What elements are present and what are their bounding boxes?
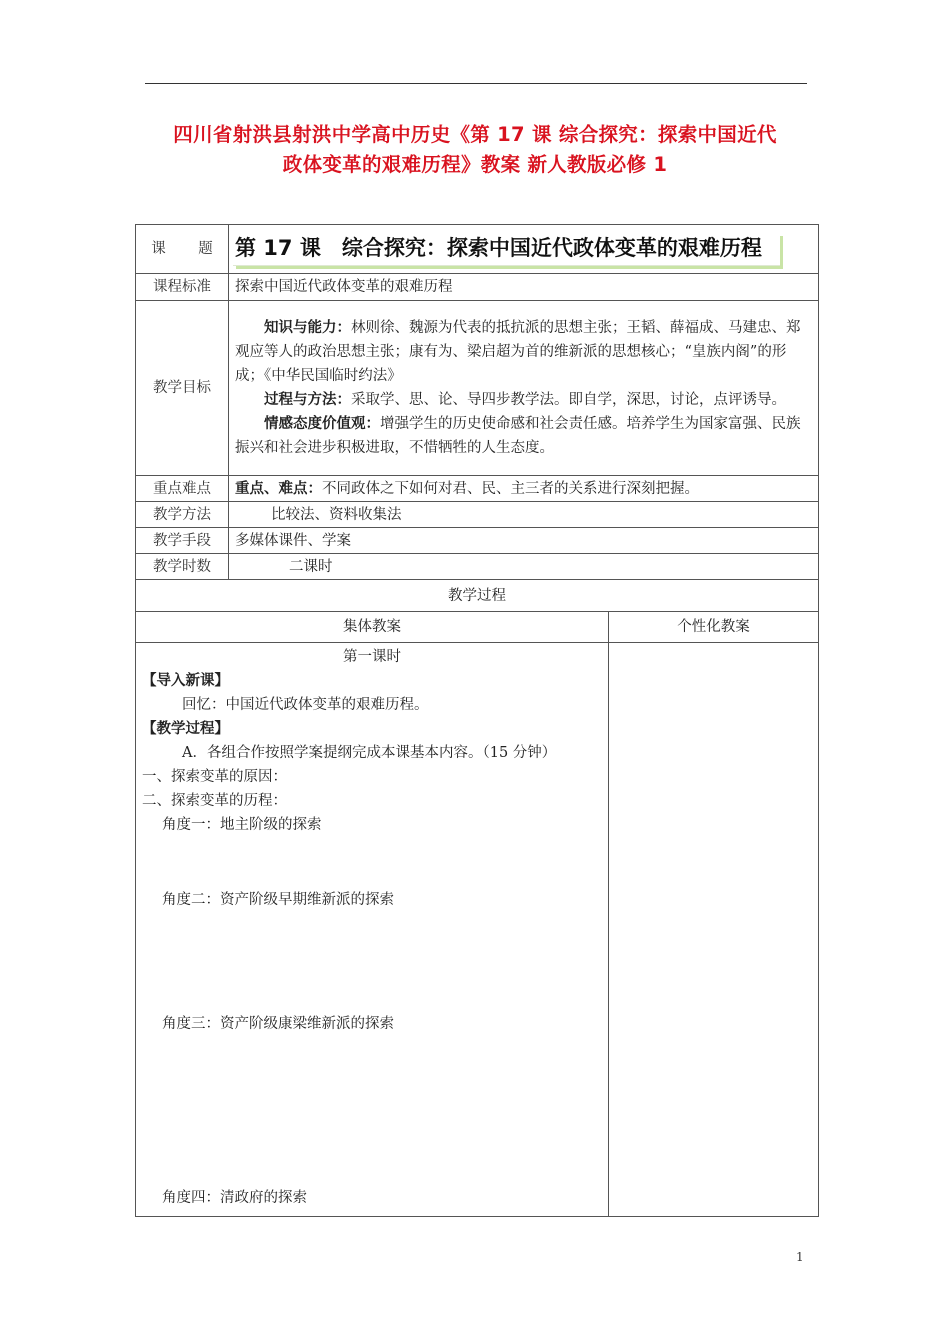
- process-heading: 【教学过程】: [142, 720, 229, 737]
- row-means: [136, 528, 819, 554]
- personal-plan-header: 个性化教案: [609, 612, 819, 643]
- row-goals: [136, 301, 819, 476]
- topic-label: 课 题: [136, 225, 229, 274]
- goal-process-text: 采取学、思、论、导四步教学法。即自学，深思，讨论，点评诱导。: [351, 392, 786, 408]
- topic-cell: [229, 225, 819, 274]
- row-hours: [136, 554, 819, 580]
- row-method: [136, 502, 819, 528]
- row-process-body: [136, 643, 819, 1217]
- goal-attitude: [235, 412, 812, 460]
- document-title: [120, 120, 830, 180]
- goal-process-head: 过程与方法：: [264, 391, 351, 408]
- row-process-header: [136, 580, 819, 612]
- page-number: 1: [796, 1250, 804, 1264]
- step-a: A．各组合作按照学案提纲完成本课基本内容。（15 分钟）: [182, 745, 557, 761]
- key-label: 重点难点: [136, 476, 229, 502]
- section-reasons: 一、探索变革的原因：: [142, 769, 287, 785]
- hours-label: 教学时数: [136, 554, 229, 580]
- goals-label: 教学目标: [136, 301, 229, 476]
- row-standard: [136, 274, 819, 301]
- intro-text: 回忆：中国近代政体变革的艰难历程。: [182, 697, 429, 713]
- standard-value: 探索中国近代政体变革的艰难历程: [229, 274, 819, 301]
- key-cell: [229, 476, 819, 502]
- personal-plan-body: [609, 643, 819, 1217]
- section-history: 二、探索变革的历程：: [142, 793, 287, 809]
- session-title: 第一课时: [343, 649, 401, 665]
- angle-one: 角度一：地主阶级的探索: [162, 817, 322, 833]
- standard-label: 课程标准: [136, 274, 229, 301]
- angle-two: 角度二：资产阶级早期维新派的探索: [162, 892, 394, 908]
- goal-attitude-head: 情感态度价值观：: [264, 415, 380, 432]
- document-title-line1: 四川省射洪县射洪中学高中历史《第 17 课 综合探究：探索中国近代: [173, 123, 777, 146]
- method-label: 教学方法: [136, 502, 229, 528]
- means-label: 教学手段: [136, 528, 229, 554]
- key-head: 重点、难点：: [235, 479, 322, 497]
- process-header: 教学过程: [136, 580, 819, 612]
- row-columns: [136, 612, 819, 643]
- header-rule: [145, 83, 807, 84]
- intro-heading: 【导入新课】: [142, 672, 229, 689]
- key-text: 不同政体之下如何对君、民、主三者的关系进行深刻把握。: [322, 480, 699, 497]
- goal-knowledge-head: 知识与能力：: [264, 319, 351, 336]
- angle-four: 角度四：清政府的探索: [162, 1190, 307, 1206]
- collective-plan-header: 集体教案: [136, 612, 609, 643]
- document-title-line2: 政体变革的艰难历程》教案 新人教版必修 1: [282, 153, 668, 176]
- lesson-plan-table: [135, 224, 819, 1217]
- hours-value: 二课时: [229, 554, 819, 580]
- angle-three: 角度三：资产阶级康梁维新派的探索: [162, 1016, 394, 1032]
- means-value: 多媒体课件、学案: [229, 528, 819, 554]
- goal-process: [235, 388, 812, 412]
- goal-knowledge: [235, 316, 812, 388]
- collective-plan-body: [136, 643, 609, 1217]
- goals-cell: [229, 301, 819, 476]
- lesson-title-banner: 第 17 课 综合探究：探索中国近代政体变革的艰难历程: [233, 233, 780, 266]
- goal-attitude-text: 增强学生的历史使命感和社会责任感。培养学生为国家富强、民族振兴和社会进步积极进取，不惜牺牲的人生态度。: [235, 416, 801, 456]
- row-topic: [136, 225, 819, 274]
- method-value: 比较法、资料收集法: [229, 502, 819, 528]
- row-key-points: [136, 476, 819, 502]
- goal-knowledge-text: 林则徐、魏源为代表的抵抗派的思想主张；王韬、薛福成、马建忠、郑观应等人的政治思想主张；康有为、梁启超为首的维新派的思想核心；“皇族内阁”的形成；《中华民国临时约法》: [235, 320, 801, 384]
